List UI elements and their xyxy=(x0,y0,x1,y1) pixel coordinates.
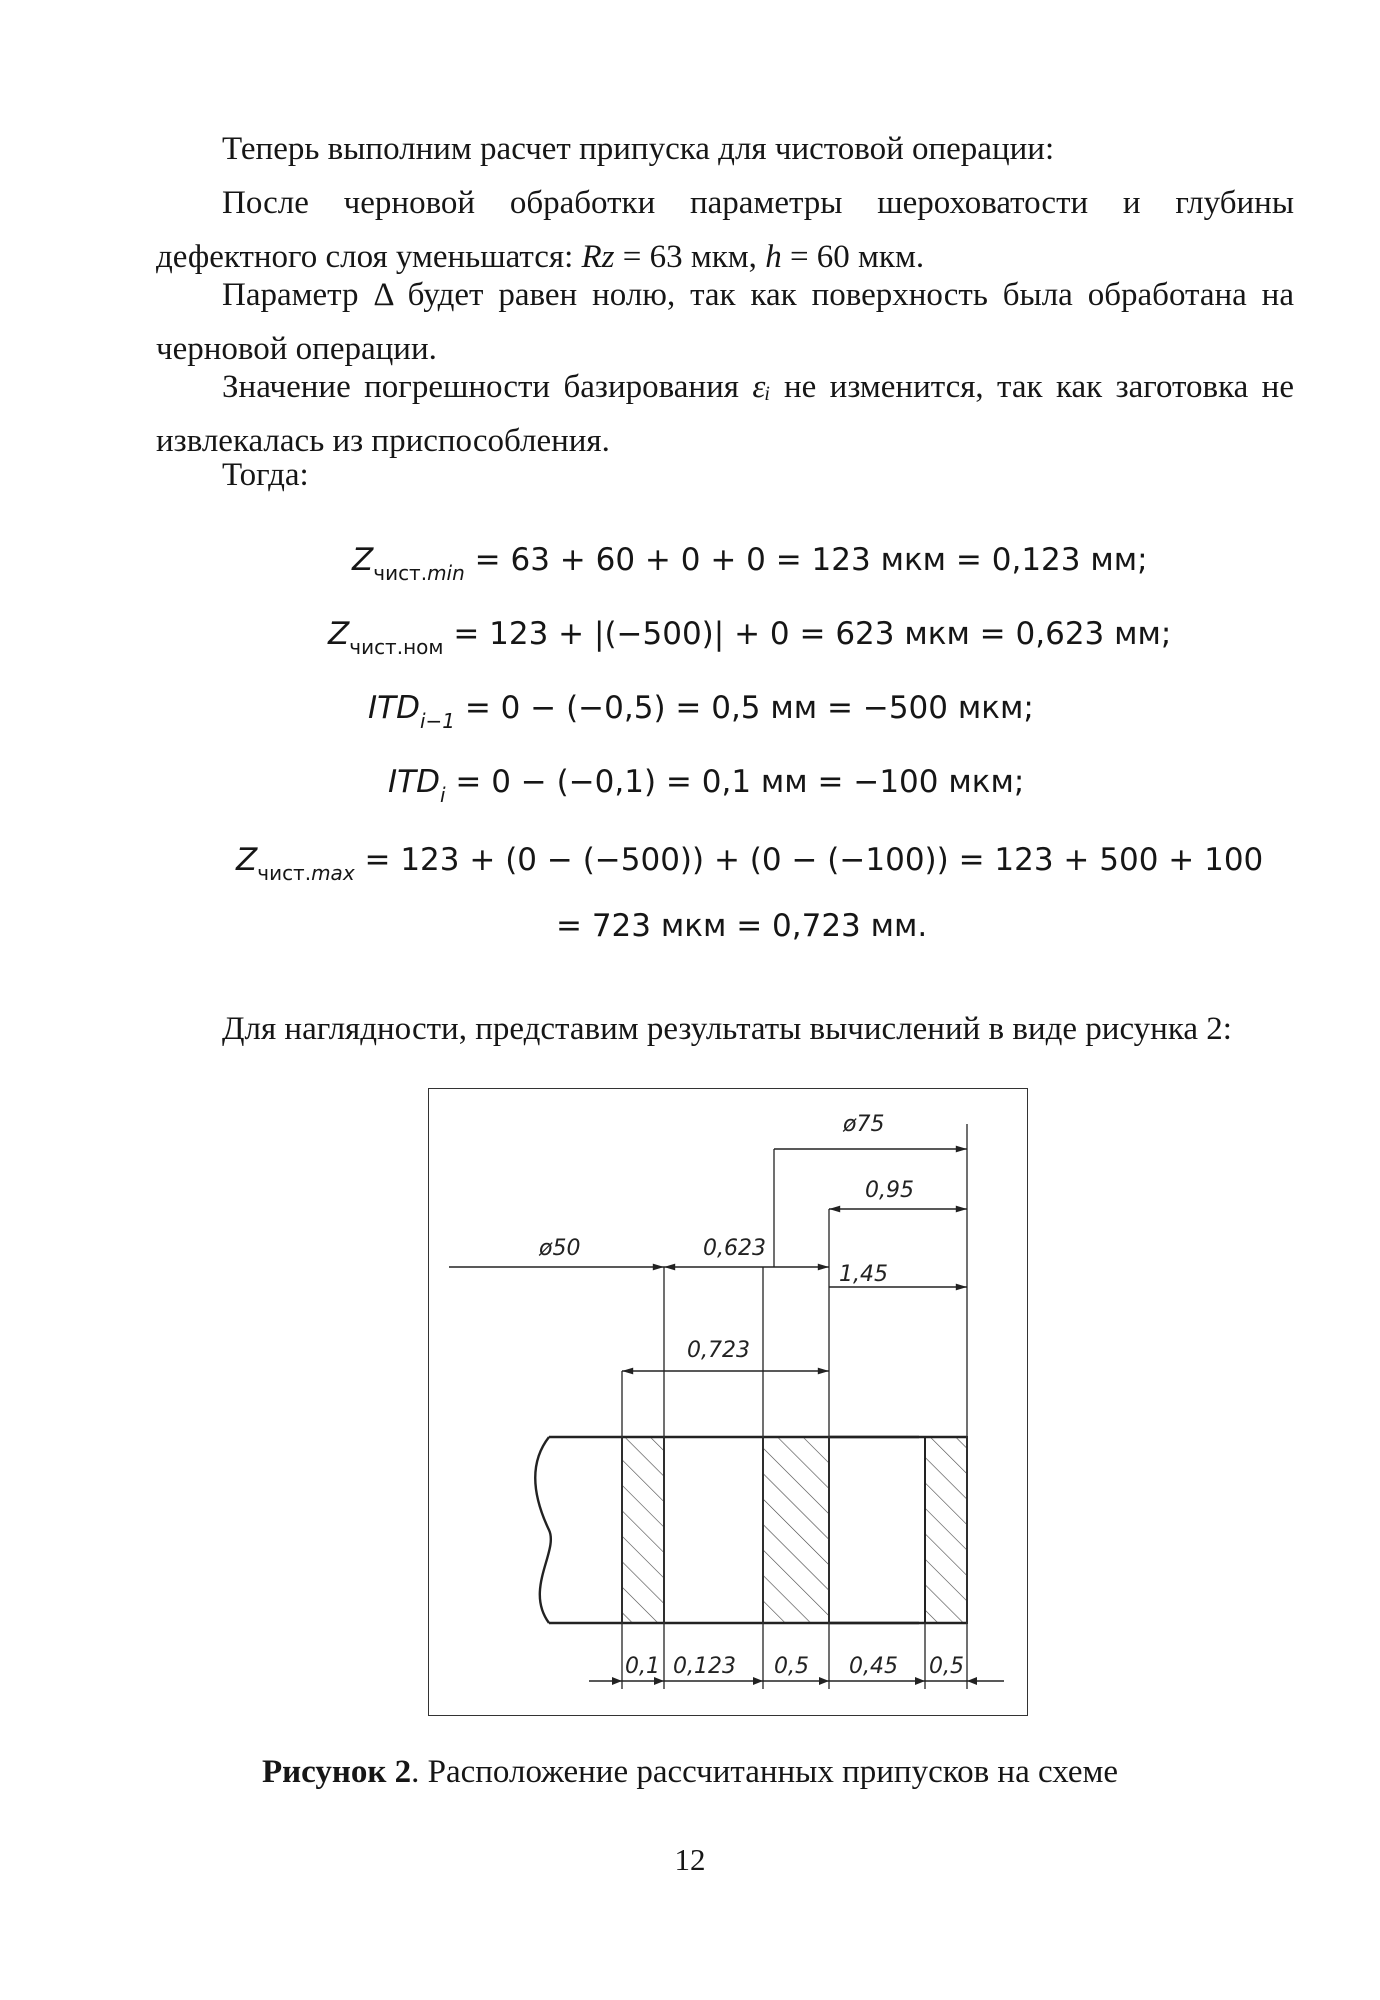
equation-rhs: = 123 + (0 − (−500)) + (0 − (−100)) = 123 + 500 + 100 xyxy=(354,842,1264,878)
figure-allowance-scheme xyxy=(428,1088,1028,1716)
caption-text: . Расположение рассчитанных припусков на схеме xyxy=(411,1754,1119,1790)
equation-itd-prev xyxy=(368,686,1034,743)
paragraph-text: Для наглядности, представим результаты вычислений в виде рисунка 2: xyxy=(222,1011,1232,1047)
equation-rhs: = 63 + 60 + 0 + 0 = 123 мкм = 0,123 мм; xyxy=(464,542,1148,578)
label-0723: 0,723 xyxy=(687,1338,750,1363)
equation-variable: Z xyxy=(352,542,374,578)
equation-variable: ITD xyxy=(368,690,420,726)
label-bottom-05a: 0,5 xyxy=(774,1654,809,1679)
subscript-italic: max xyxy=(311,861,355,885)
label-0623: 0,623 xyxy=(703,1236,766,1261)
label-d75: ø75 xyxy=(843,1112,885,1137)
equation-subscript: i−1 xyxy=(419,709,455,733)
symbol-rz: Rz xyxy=(581,239,615,275)
equation-z-max xyxy=(236,838,1263,895)
paragraph-text: не изменится, так как заготовка не извлекалась из приспособления. xyxy=(156,369,1294,459)
figure-caption xyxy=(0,1754,1380,1791)
equation-variable: Z xyxy=(328,616,350,652)
equation-rhs: = 0 − (−0,1) = 0,1 мм = −100 мкм; xyxy=(445,764,1025,800)
allowance-diagram xyxy=(429,1089,1029,1717)
equation-z-max-result xyxy=(556,904,927,948)
equation-rhs: = 0 − (−0,5) = 0,5 мм = −500 мкм; xyxy=(455,690,1034,726)
allowance-band-1 xyxy=(622,1437,664,1623)
equation-subscript: i xyxy=(439,783,446,807)
paragraph-then xyxy=(156,448,1294,502)
paragraph-text: Теперь выполним расчет припуска для чистовой операции: xyxy=(222,131,1055,167)
paragraph-text: Тогда: xyxy=(222,457,309,493)
subscript-text: чист. xyxy=(257,861,312,885)
dimension-lines xyxy=(449,1149,1004,1681)
paragraph-text: = 60 мкм. xyxy=(781,239,925,275)
shaft-outline xyxy=(535,1437,919,1623)
equation-subscript xyxy=(373,561,465,585)
label-d50: ø50 xyxy=(539,1236,581,1261)
label-bottom-045: 0,45 xyxy=(849,1654,898,1679)
paragraph-figure-intro xyxy=(222,1002,1282,1056)
label-bottom-01: 0,1 xyxy=(625,1654,660,1679)
equation-variable: Z xyxy=(236,842,258,878)
subscript-italic: min xyxy=(427,561,465,585)
symbol-h: h xyxy=(765,239,782,275)
paragraph-intro xyxy=(156,122,1294,176)
equation-rhs: = 123 + |(−500)| + 0 = 623 мкм = 0,623 мм; xyxy=(443,616,1172,652)
label-095: 0,95 xyxy=(865,1178,914,1203)
paragraph-text: = 63 мкм, xyxy=(614,239,766,275)
subscript-text: чист. xyxy=(373,561,428,585)
equation-z-nom xyxy=(328,612,1171,669)
caption-label: Рисунок 2 xyxy=(261,1754,412,1790)
equation-subscript xyxy=(257,861,354,885)
symbol-epsilon: εᵢ xyxy=(752,369,771,405)
label-145: 1,45 xyxy=(839,1262,888,1287)
label-bottom-05b: 0,5 xyxy=(929,1654,964,1679)
equation-rhs: = 723 мкм = 0,723 мм. xyxy=(556,908,928,944)
page-number: 12 xyxy=(674,1842,706,1877)
allowance-band-3 xyxy=(925,1437,967,1623)
label-bottom-0123: 0,123 xyxy=(673,1654,736,1679)
paragraph-text: После черновой обработки параметры шероховатости и глубины дефектного слоя уменьшатся: xyxy=(156,185,1294,275)
equation-itd-current xyxy=(388,760,1024,817)
equation-z-min xyxy=(352,538,1148,595)
paragraph-text: Значение погрешности базирования xyxy=(222,369,753,405)
equation-variable: ITD xyxy=(388,764,440,800)
paragraph-text: Параметр Δ будет равен нолю, так как поверхность была обработана на черновой операции. xyxy=(156,277,1294,367)
equation-subscript: чист.ном xyxy=(349,635,444,659)
allowance-band-2 xyxy=(763,1437,829,1623)
